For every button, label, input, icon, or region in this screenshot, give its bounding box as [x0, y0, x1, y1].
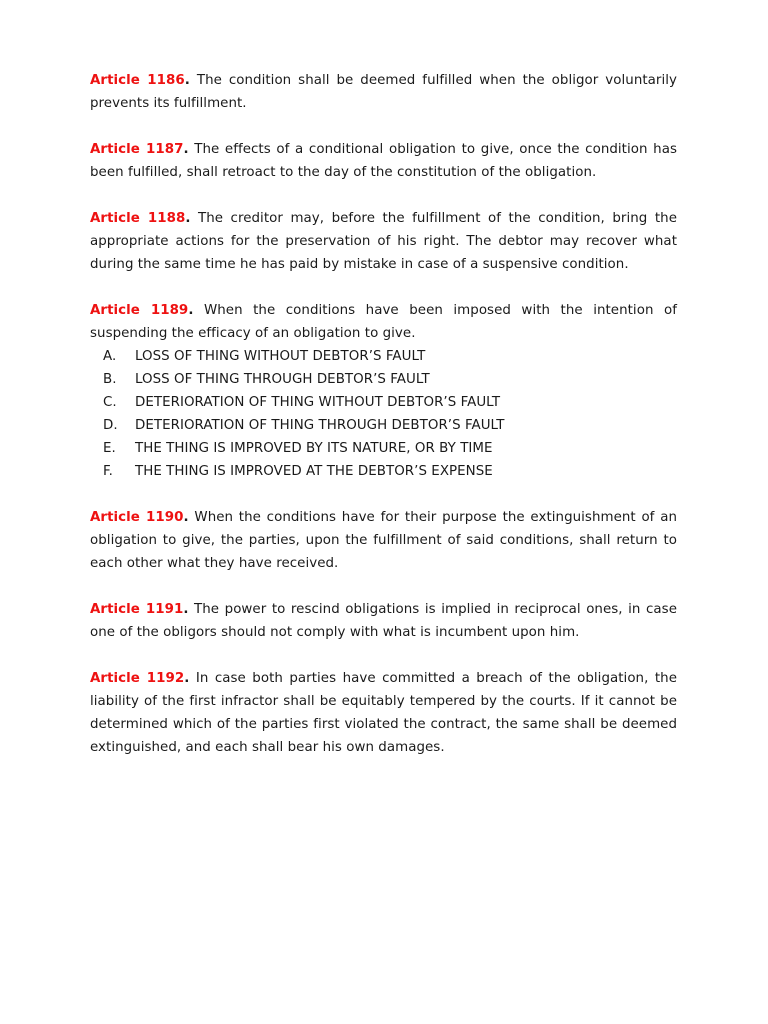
- article-text: The power to rescind obligations is implied in reciprocal ones, in case one of the obligors should not comply with what is incumbent upon him.: [90, 602, 677, 640]
- article-label: Article 1190: [90, 510, 184, 525]
- list-item: [103, 414, 677, 437]
- article-1189-list: [90, 345, 677, 483]
- list-item-text: LOSS OF THING THROUGH DEBTOR’S FAULT: [135, 372, 430, 387]
- list-marker: D.: [103, 418, 118, 433]
- article-text: The condition shall be deemed fulfilled when the obligor voluntarily prevents its fulfillment.: [90, 73, 677, 111]
- article-label: Article 1189: [90, 303, 189, 318]
- article-label: Article 1187: [90, 142, 184, 157]
- article-1188: [90, 207, 677, 276]
- article-text: When the conditions have been imposed with the intention of suspending the efficacy of an obligation to give.: [90, 303, 677, 341]
- article-intro: [90, 299, 677, 345]
- list-item: [103, 345, 677, 368]
- article-label-period: .: [188, 303, 194, 318]
- article-label: Article 1186: [90, 73, 185, 88]
- list-marker: C.: [103, 395, 117, 410]
- article-label-period: .: [183, 602, 189, 617]
- article-1187: [90, 138, 677, 184]
- article-text: The creditor may, before the fulfillment of the condition, bring the appropriate actions for the preservation of his right. The debtor may recover what during the same time he has paid by mistake in case of a suspensive condition.: [90, 211, 677, 272]
- document-page: [90, 69, 677, 782]
- list-item-text: LOSS OF THING WITHOUT DEBTOR’S FAULT: [135, 349, 426, 364]
- list-item: [103, 391, 677, 414]
- article-label-period: .: [183, 142, 189, 157]
- list-marker: B.: [103, 372, 117, 387]
- article-label: Article 1191: [90, 602, 184, 617]
- article-1190: [90, 506, 677, 575]
- list-item: [103, 460, 677, 483]
- list-item: [103, 437, 677, 460]
- article-text: When the conditions have for their purpose the extinguishment of an obligation to give, the parties, upon the fulfillment of said conditions, shall return to each other what they have received.: [90, 510, 677, 571]
- article-1189: [90, 299, 677, 483]
- article-label-period: .: [184, 73, 190, 88]
- list-item-text: THE THING IS IMPROVED AT THE DEBTOR’S EXPENSE: [135, 464, 493, 479]
- article-1186: [90, 69, 677, 115]
- article-1191: [90, 598, 677, 644]
- list-item-text: THE THING IS IMPROVED BY ITS NATURE, OR BY TIME: [135, 441, 493, 456]
- article-label: Article 1188: [90, 211, 186, 226]
- list-item-text: DETERIORATION OF THING WITHOUT DEBTOR’S FAULT: [135, 395, 501, 410]
- list-marker: F.: [103, 464, 113, 479]
- article-label-period: .: [185, 211, 191, 226]
- list-item: [103, 368, 677, 391]
- article-label-period: .: [183, 510, 189, 525]
- list-item-text: DETERIORATION OF THING THROUGH DEBTOR’S FAULT: [135, 418, 505, 433]
- article-label: Article 1192: [90, 671, 185, 686]
- article-label-period: .: [184, 671, 190, 686]
- list-marker: E.: [103, 441, 116, 456]
- list-marker: A.: [103, 349, 117, 364]
- article-1192: [90, 667, 677, 759]
- article-text: The effects of a conditional obligation to give, once the condition has been fulfilled, shall retroact to the day of the constitution of the obligation.: [90, 142, 677, 180]
- article-text: In case both parties have committed a breach of the obligation, the liability of the first infractor shall be equitably tempered by the courts. If it cannot be determined which of the parties first violated the contract, the same shall be deemed extinguished, and each shall bear his own damages.: [90, 671, 677, 755]
